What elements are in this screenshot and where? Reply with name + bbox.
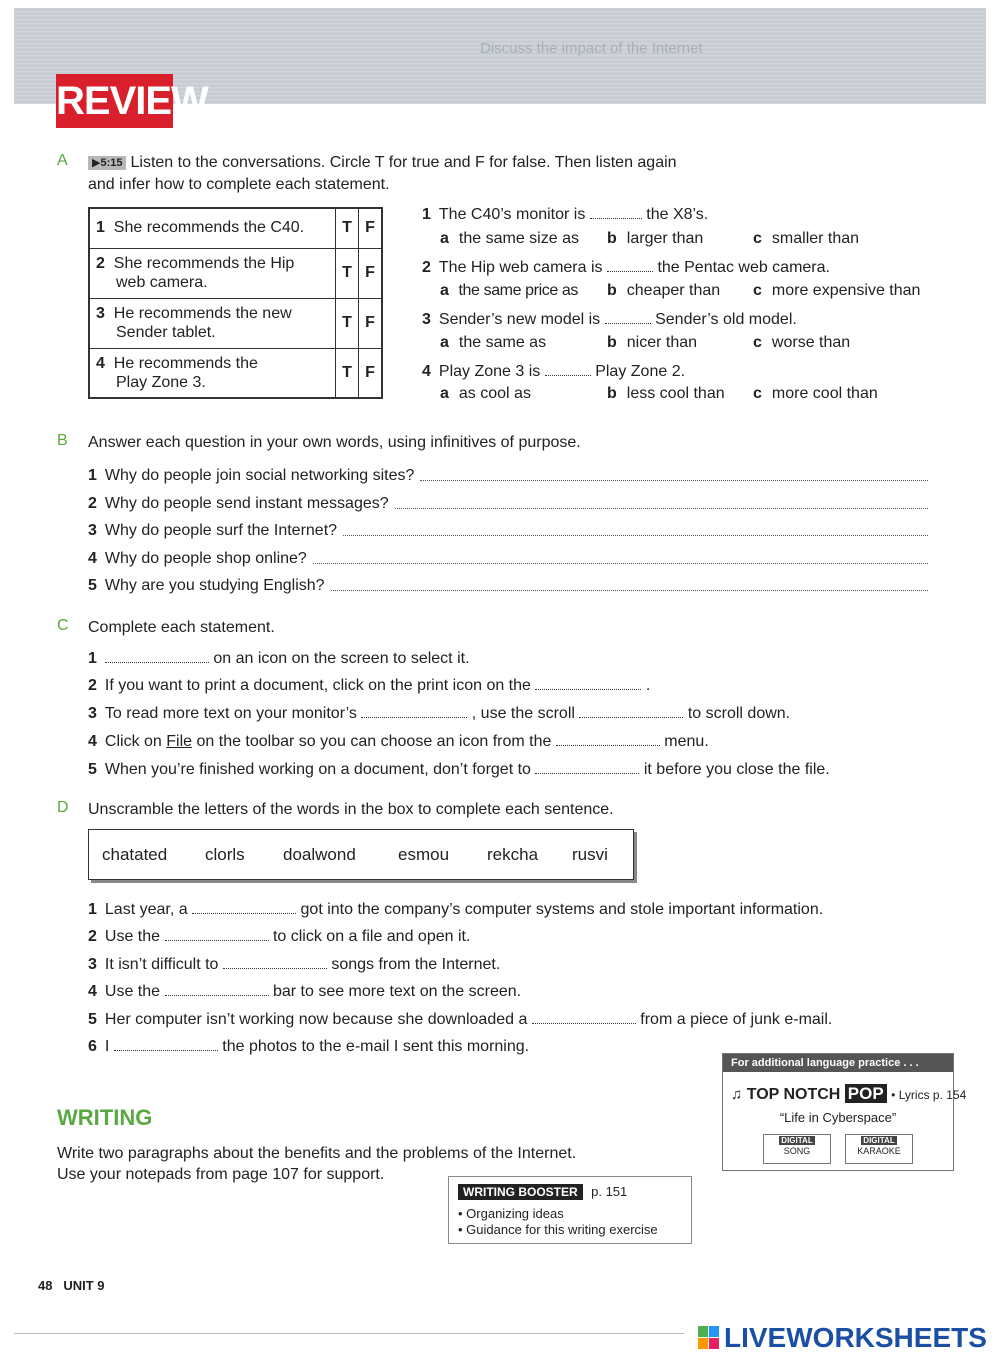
- liveworksheets-brand[interactable]: LIVEWORKSHEETS: [724, 1322, 987, 1353]
- list-item: 1 Last year, a got into the company’s computer systems and stole important information.: [88, 901, 824, 918]
- scrambled-word: clorls: [205, 845, 245, 864]
- table-row: [89, 348, 382, 398]
- pop-badge: POP: [845, 1084, 887, 1103]
- answer-line[interactable]: [331, 575, 928, 591]
- answer-blank[interactable]: [361, 705, 467, 718]
- list-item: 4 Click on File on the toolbar so you can choose an icon from the menu.: [88, 733, 709, 750]
- page-footer: [38, 1278, 104, 1293]
- list-item: 2 Use the to click on a file and open it.: [88, 928, 471, 945]
- tf-false-option[interactable]: F: [359, 348, 383, 398]
- answer-blank[interactable]: [535, 761, 639, 774]
- writing-title: WRITING: [57, 1105, 153, 1130]
- answer-blank[interactable]: [545, 363, 591, 376]
- liveworksheets-logo-icon: [698, 1326, 720, 1350]
- mc-question: 2 The Hip web camera is the Pentac web camera.: [422, 259, 830, 276]
- booster-bullets: [458, 1206, 658, 1238]
- tf-statement: 4 He recommends the Play Zone 3.: [89, 348, 336, 398]
- writing-booster-box: [448, 1176, 692, 1244]
- answer-blank[interactable]: [532, 1011, 636, 1024]
- top-notch-pop-box: [722, 1053, 967, 1171]
- answer-blank[interactable]: [535, 677, 641, 690]
- booster-page: p. 151: [591, 1184, 628, 1199]
- tf-statement: 3 He recommends the new Sender tablet.: [89, 298, 336, 348]
- section-a-letter: A: [57, 152, 68, 169]
- digital-karaoke-button[interactable]: DIGITAL KARAOKE: [845, 1134, 913, 1164]
- answer-blank[interactable]: [223, 956, 327, 969]
- list-item: 1 Why do people join social networking sites?: [88, 465, 928, 487]
- tf-false-option[interactable]: F: [359, 248, 383, 298]
- list-item: 3 To read more text on your monitor’s , use the scroll to scroll down.: [88, 705, 791, 722]
- banner-ghost-text: Discuss the impact of the Internet: [480, 40, 703, 57]
- scrambled-word: doalwond: [283, 845, 356, 864]
- section-c-instruction: Complete each statement.: [88, 619, 275, 636]
- scrambled-word: rekcha: [487, 845, 539, 864]
- list-item: 1 on an icon on the screen to select it.: [88, 650, 470, 667]
- mc-option[interactable]: a the same size as: [440, 230, 579, 247]
- tf-true-option[interactable]: T: [336, 298, 359, 348]
- answer-line[interactable]: [395, 493, 928, 509]
- mc-option[interactable]: a the same as: [440, 334, 547, 351]
- mc-option[interactable]: a the same price as: [440, 282, 578, 299]
- digital-song-button[interactable]: DIGITAL SONG: [763, 1134, 831, 1164]
- tf-true-option[interactable]: T: [336, 248, 359, 298]
- answer-blank[interactable]: [556, 733, 660, 746]
- mc-option[interactable]: b larger than: [607, 230, 704, 247]
- tf-statement: 1 She recommends the C40.: [89, 208, 336, 248]
- scrambled-word: rusvi: [572, 845, 608, 864]
- table-row: [89, 248, 382, 298]
- mc-option[interactable]: c more expensive than: [753, 282, 921, 299]
- booster-label: WRITING BOOSTER: [458, 1184, 583, 1200]
- list-item: 3 It isn’t difficult to songs from the Internet.: [88, 956, 501, 973]
- list-item: 2 If you want to print a document, click on the print icon on the .: [88, 677, 651, 694]
- list-item: 4 Why do people shop online?: [88, 548, 928, 570]
- mc-question: 3 Sender’s new model is Sender’s old model.: [422, 311, 797, 328]
- writing-instruction-1: Write two paragraphs about the benefits and the problems of the Internet.: [57, 1145, 577, 1162]
- mc-option[interactable]: a as cool as: [440, 385, 531, 402]
- answer-blank[interactable]: [165, 983, 269, 996]
- list-item: 5 When you’re finished working on a document, don’t forget to it before you close the file.: [88, 761, 830, 778]
- true-false-table: [88, 207, 383, 399]
- answer-blank[interactable]: [105, 650, 209, 663]
- list-item: 5 Her computer isn’t working now because she downloaded a from a piece of junk e-mail.: [88, 1011, 833, 1028]
- section-d-instruction: Unscramble the letters of the words in the box to complete each sentence.: [88, 801, 614, 818]
- review-title: REVIEW: [56, 74, 173, 128]
- song-title: “Life in Cyberspace”: [779, 1110, 897, 1125]
- tf-true-option[interactable]: T: [336, 348, 359, 398]
- answer-blank[interactable]: [192, 901, 296, 914]
- answer-blank[interactable]: [590, 206, 642, 219]
- tf-false-option[interactable]: F: [359, 298, 383, 348]
- file-menu-link: File: [166, 733, 193, 750]
- section-a-instruction-2: and infer how to complete each statement.: [88, 176, 390, 193]
- audio-play-button[interactable]: ▶5:15: [88, 156, 126, 170]
- lyrics-reference: • Lyrics p. 154: [891, 1088, 967, 1102]
- page-number: 48: [38, 1278, 53, 1293]
- answer-blank[interactable]: [165, 928, 269, 941]
- section-a-instruction: ▶5:15 Listen to the conversations. Circle T for true and F for false. Then listen again: [88, 152, 677, 174]
- mc-option[interactable]: b less cool than: [607, 385, 725, 402]
- list-item: 5 Why are you studying English?: [88, 575, 928, 597]
- mc-option[interactable]: c smaller than: [753, 230, 860, 247]
- section-b-letter: B: [57, 432, 68, 449]
- practice-heading: For additional language practice . . .: [723, 1054, 953, 1072]
- music-note-icon: ♫: [731, 1086, 743, 1103]
- list-item: • Organizing ideas: [458, 1206, 564, 1221]
- writing-instruction-2: Use your notepads from page 107 for support.: [57, 1166, 385, 1183]
- mc-option[interactable]: b cheaper than: [607, 282, 721, 299]
- answer-line[interactable]: [313, 548, 928, 564]
- answer-blank[interactable]: [579, 705, 683, 718]
- tf-false-option[interactable]: F: [359, 208, 383, 248]
- mc-question: 4 Play Zone 3 is Play Zone 2.: [422, 363, 686, 380]
- list-item: • Guidance for this writing exercise: [458, 1222, 658, 1237]
- unit-label: UNIT 9: [63, 1278, 105, 1293]
- section-b-instruction: Answer each question in your own words, using infinitives of purpose.: [88, 434, 581, 451]
- mc-question: 1 The C40’s monitor is the X8’s.: [422, 206, 709, 223]
- tf-statement: 2 She recommends the Hip web camera.: [89, 248, 336, 298]
- answer-line[interactable]: [420, 465, 928, 481]
- mc-option[interactable]: b nicer than: [607, 334, 698, 351]
- footer-rule: [14, 1333, 684, 1334]
- booster-header: [458, 1183, 627, 1201]
- section-c-letter: C: [57, 617, 69, 634]
- list-item: 6 I the photos to the e-mail I sent this morning.: [88, 1038, 530, 1055]
- scrambled-word: chatated: [102, 845, 168, 864]
- list-item: 4 Use the bar to see more text on the screen.: [88, 983, 522, 1000]
- scrambled-word: esmou: [398, 845, 450, 864]
- list-item: 3 Why do people surf the Internet?: [88, 520, 928, 542]
- section-d-letter: D: [57, 799, 69, 816]
- answer-blank[interactable]: [114, 1038, 218, 1051]
- word-box: [88, 829, 634, 880]
- answer-blank[interactable]: [605, 311, 651, 324]
- mc-option[interactable]: c more cool than: [753, 385, 878, 402]
- top-notch-row: [731, 1084, 966, 1104]
- mc-option[interactable]: c worse than: [753, 334, 851, 351]
- answer-blank[interactable]: [607, 259, 653, 272]
- table-row: [89, 208, 382, 248]
- tf-true-option[interactable]: T: [336, 208, 359, 248]
- top-notch-brand: TOP NOTCH: [746, 1086, 841, 1103]
- table-row: [89, 298, 382, 348]
- answer-line[interactable]: [343, 520, 928, 536]
- list-item: 2 Why do people send instant messages?: [88, 493, 928, 515]
